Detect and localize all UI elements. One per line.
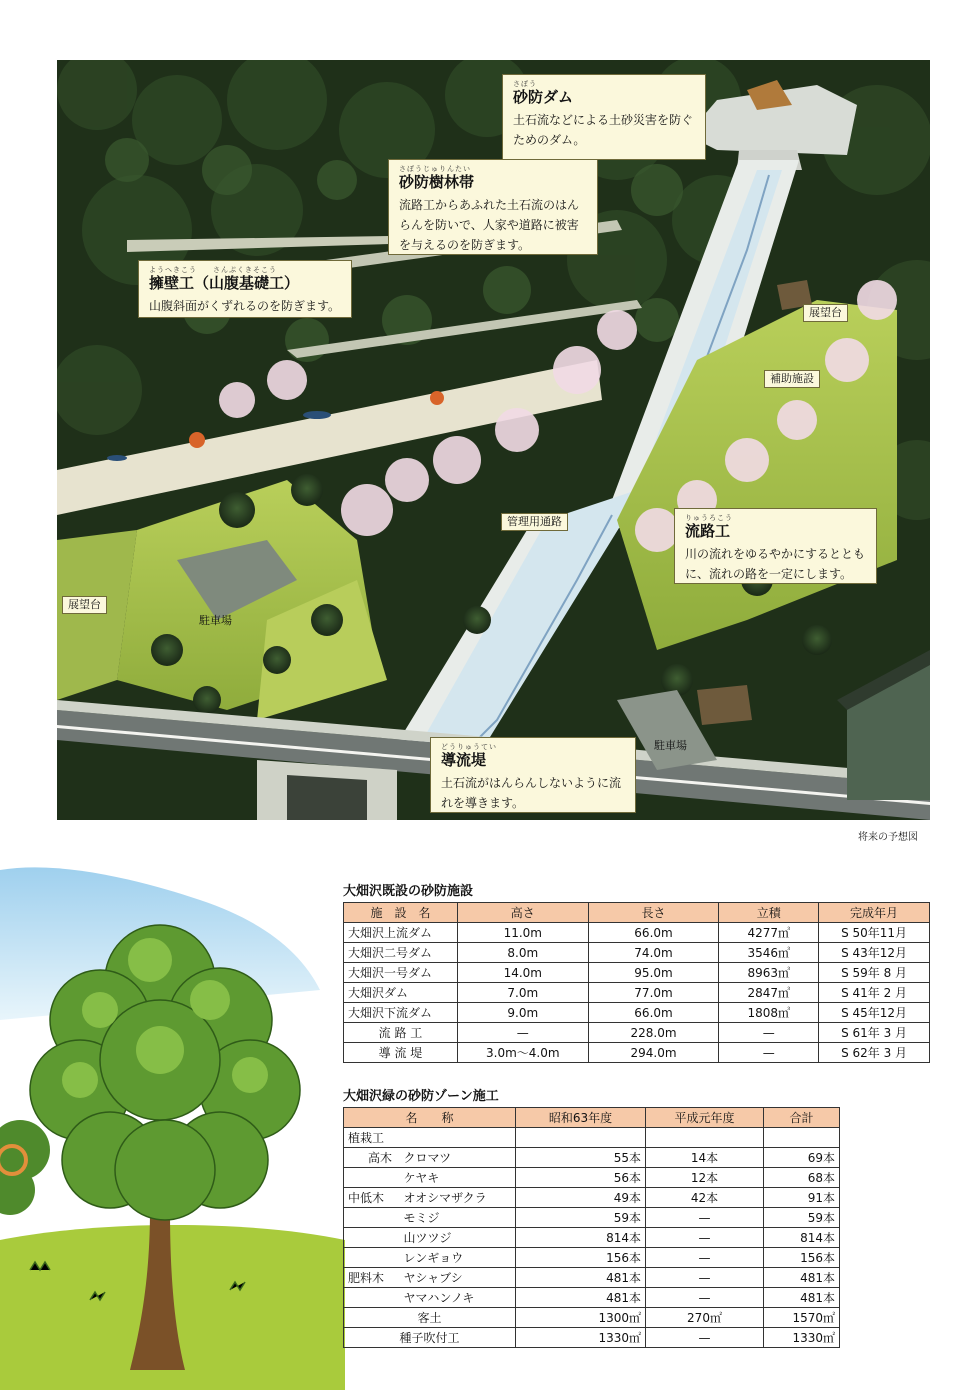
cell-h1: — (646, 1228, 764, 1248)
cell-height: 9.0m (457, 1003, 588, 1023)
cell-completion: S 59年 8 月 (819, 963, 930, 983)
table-row (344, 963, 930, 983)
cell-total: 69本 (764, 1148, 840, 1168)
cell-total: 59本 (764, 1208, 840, 1228)
table-row (344, 1228, 840, 1248)
table-row (344, 923, 930, 943)
cell-name: 大畑沢上流ダム (344, 923, 458, 943)
table-row (344, 1328, 840, 1348)
illustration-caption: 将来の予想図 (858, 832, 918, 843)
tag-observatory-right: 展望台 (803, 304, 848, 322)
cell-total: 156本 (764, 1248, 840, 1268)
cell-name: 大畑沢下流ダム (344, 1003, 458, 1023)
green-zone-works-table (343, 1107, 840, 1348)
text-channel-works-1: 川の流れをゆるやかにするととも (685, 547, 866, 561)
cell-s63: 55本 (516, 1148, 646, 1168)
table-row (344, 1128, 840, 1148)
col-header-volume: 立積 (719, 903, 819, 923)
cell-name: 導 流 堤 (344, 1043, 458, 1063)
cell-completion: S 43年12月 (819, 943, 930, 963)
cell-length: 66.0m (588, 1003, 719, 1023)
cell-item: モミジ (400, 1208, 516, 1228)
cell-total: 814本 (764, 1228, 840, 1248)
cell-volume: — (719, 1043, 819, 1063)
sabo-illustration (57, 60, 930, 820)
text-sabo-dam-2: ためのダム。 (513, 133, 586, 147)
title-channel-works: 流路工 (685, 522, 731, 540)
cell-s63 (516, 1128, 646, 1148)
cell-completion: S 61年 3 月 (819, 1023, 930, 1043)
cell-category (344, 1248, 400, 1268)
text-sabo-dam-1: 土石流などによる土砂災害を防ぐ (513, 113, 694, 127)
cell-h1: — (646, 1288, 764, 1308)
tag-aux-facility: 補助施設 (764, 370, 820, 388)
cell-length: 74.0m (588, 943, 719, 963)
cell-h1: 42本 (646, 1188, 764, 1208)
cell-completion: S 45年12月 (819, 1003, 930, 1023)
callout-retaining-wall (138, 260, 352, 318)
cell-volume: 2847㎥ (719, 983, 819, 1003)
table-row (344, 983, 930, 1003)
text-guide-levee-1: 土石流がはんらんしないように流 (441, 776, 622, 790)
cell-category (344, 1208, 400, 1228)
table-row (344, 1148, 840, 1168)
table2-title: 大畑沢緑の砂防ゾーン施工 (343, 1089, 499, 1104)
tree-illustration (0, 860, 345, 1390)
cell-h1 (646, 1128, 764, 1148)
col-header-completion: 完成年月 (819, 903, 930, 923)
cell-item: ケヤキ (400, 1168, 516, 1188)
table-row (344, 1168, 840, 1188)
ruby-sabo-dam: さぼう (513, 80, 537, 88)
title-sabo-forest: 砂防樹林帯 (399, 173, 475, 191)
cell-height: 11.0m (457, 923, 588, 943)
cell-total: 481本 (764, 1268, 840, 1288)
col-header-length: 長さ (588, 903, 719, 923)
ruby-retaining-wall: ようへきこう さんぷくきそこう (149, 266, 277, 274)
ruby-channel-works: りゅうろこう (685, 514, 733, 522)
cell-total: 1330㎡ (764, 1328, 840, 1348)
cell-length: 228.0m (588, 1023, 719, 1043)
cell-item: 種子吹付工 (344, 1328, 516, 1348)
cell-s63: 481本 (516, 1288, 646, 1308)
table-header-row (344, 903, 930, 923)
cell-name: 大畑沢一号ダム (344, 963, 458, 983)
cell-name: 大畑沢二号ダム (344, 943, 458, 963)
ruby-guide-levee: どうりゅうてい (441, 743, 497, 751)
cell-category (344, 1288, 400, 1308)
col-header-h1: 平成元年度 (646, 1108, 764, 1128)
cell-item: 山ツツジ (400, 1228, 516, 1248)
cell-h1: 12本 (646, 1168, 764, 1188)
cell-name: 大畑沢ダム (344, 983, 458, 1003)
cell-length: 95.0m (588, 963, 719, 983)
cell-volume: 1808㎥ (719, 1003, 819, 1023)
cell-total (764, 1128, 840, 1148)
cell-h1: 270㎡ (646, 1308, 764, 1328)
col-header-name: 名 称 (344, 1108, 516, 1128)
cell-name: 流 路 工 (344, 1023, 458, 1043)
cell-completion: S 41年 2 月 (819, 983, 930, 1003)
cell-s63: 59本 (516, 1208, 646, 1228)
cell-s63: 814本 (516, 1228, 646, 1248)
cell-s63: 156本 (516, 1248, 646, 1268)
cell-height: — (457, 1023, 588, 1043)
cell-completion: S 62年 3 月 (819, 1043, 930, 1063)
title-retaining-wall: 擁壁工（山腹基礎工） (149, 274, 300, 292)
tag-parking-left: 駐車場 (199, 614, 232, 627)
cell-total: 91本 (764, 1188, 840, 1208)
cell-s63: 481本 (516, 1268, 646, 1288)
cell-height: 14.0m (457, 963, 588, 983)
cell-category: 植栽工 (344, 1128, 400, 1148)
cell-volume: — (719, 1023, 819, 1043)
callout-sabo-dam (502, 74, 706, 160)
cell-h1: — (646, 1248, 764, 1268)
cell-length: 66.0m (588, 923, 719, 943)
cell-item (400, 1128, 516, 1148)
cell-h1: — (646, 1268, 764, 1288)
callout-guide-levee (430, 737, 636, 813)
cell-total: 68本 (764, 1168, 840, 1188)
table-row (344, 1043, 930, 1063)
col-header-s63: 昭和63年度 (516, 1108, 646, 1128)
cell-total: 481本 (764, 1288, 840, 1308)
table-row (344, 1023, 930, 1043)
cell-height: 8.0m (457, 943, 588, 963)
cell-item: オオシマザクラ (400, 1188, 516, 1208)
cell-height: 7.0m (457, 983, 588, 1003)
cell-height: 3.0m〜4.0m (457, 1043, 588, 1063)
cell-category (344, 1168, 400, 1188)
text-retaining-wall-1: 山腹斜面がくずれるのを防ぎます。 (149, 299, 341, 313)
text-channel-works-2: に、流れの路を一定にします。 (685, 567, 853, 581)
cell-item: レンギョウ (400, 1248, 516, 1268)
ruby-sabo-forest: さぼうじゅりんたい (399, 165, 471, 173)
callout-sabo-forest (388, 159, 598, 255)
title-guide-levee: 導流堤 (441, 751, 487, 769)
cell-category: 中低木 (344, 1188, 400, 1208)
tag-parking-right: 駐車場 (654, 739, 687, 752)
cell-item: クロマツ (400, 1148, 516, 1168)
cell-length: 77.0m (588, 983, 719, 1003)
col-header-name: 施 設 名 (344, 903, 458, 923)
col-header-height: 高さ (457, 903, 588, 923)
cell-item: ヤマハンノキ (400, 1288, 516, 1308)
cell-item: 客土 (344, 1308, 516, 1328)
cell-category: 肥料木 (344, 1268, 400, 1288)
cell-s63: 56本 (516, 1168, 646, 1188)
table-row (344, 1308, 840, 1328)
cell-length: 294.0m (588, 1043, 719, 1063)
text-sabo-forest-1: 流路工からあふれた土石流のはん (399, 198, 580, 212)
tag-mgmt-road: 管理用通路 (501, 513, 568, 531)
cell-volume: 4277㎥ (719, 923, 819, 943)
text-sabo-forest-3: を与えるのを防ぎます。 (399, 238, 531, 252)
existing-facilities-table (343, 902, 930, 1063)
table-row (344, 1208, 840, 1228)
cell-category: 高木 (344, 1148, 400, 1168)
tag-observatory-left: 展望台 (62, 596, 107, 614)
cell-volume: 8963㎥ (719, 963, 819, 983)
tree-art (0, 860, 345, 1390)
table-row (344, 1288, 840, 1308)
table-row (344, 1248, 840, 1268)
cell-item: ヤシャブシ (400, 1268, 516, 1288)
cell-volume: 3546㎥ (719, 943, 819, 963)
table-row (344, 1003, 930, 1023)
col-header-total: 合計 (764, 1108, 840, 1128)
cell-h1: 14本 (646, 1148, 764, 1168)
table-row (344, 1268, 840, 1288)
cell-s63: 1300㎡ (516, 1308, 646, 1328)
cell-completion: S 50年11月 (819, 923, 930, 943)
table-row (344, 943, 930, 963)
text-guide-levee-2: れを導きます。 (441, 796, 525, 810)
cell-category (344, 1228, 400, 1248)
text-sabo-forest-2: らんを防いで、人家や道路に被害 (399, 218, 579, 232)
cell-h1: — (646, 1328, 764, 1348)
cell-total: 1570㎡ (764, 1308, 840, 1328)
title-sabo-dam: 砂防ダム (513, 88, 574, 106)
table-row (344, 1188, 840, 1208)
cell-h1: — (646, 1208, 764, 1228)
table-header-row (344, 1108, 840, 1128)
cell-s63: 1330㎡ (516, 1328, 646, 1348)
callout-channel-works (674, 508, 877, 584)
cell-s63: 49本 (516, 1188, 646, 1208)
table1-title: 大畑沢既設の砂防施設 (343, 884, 474, 899)
